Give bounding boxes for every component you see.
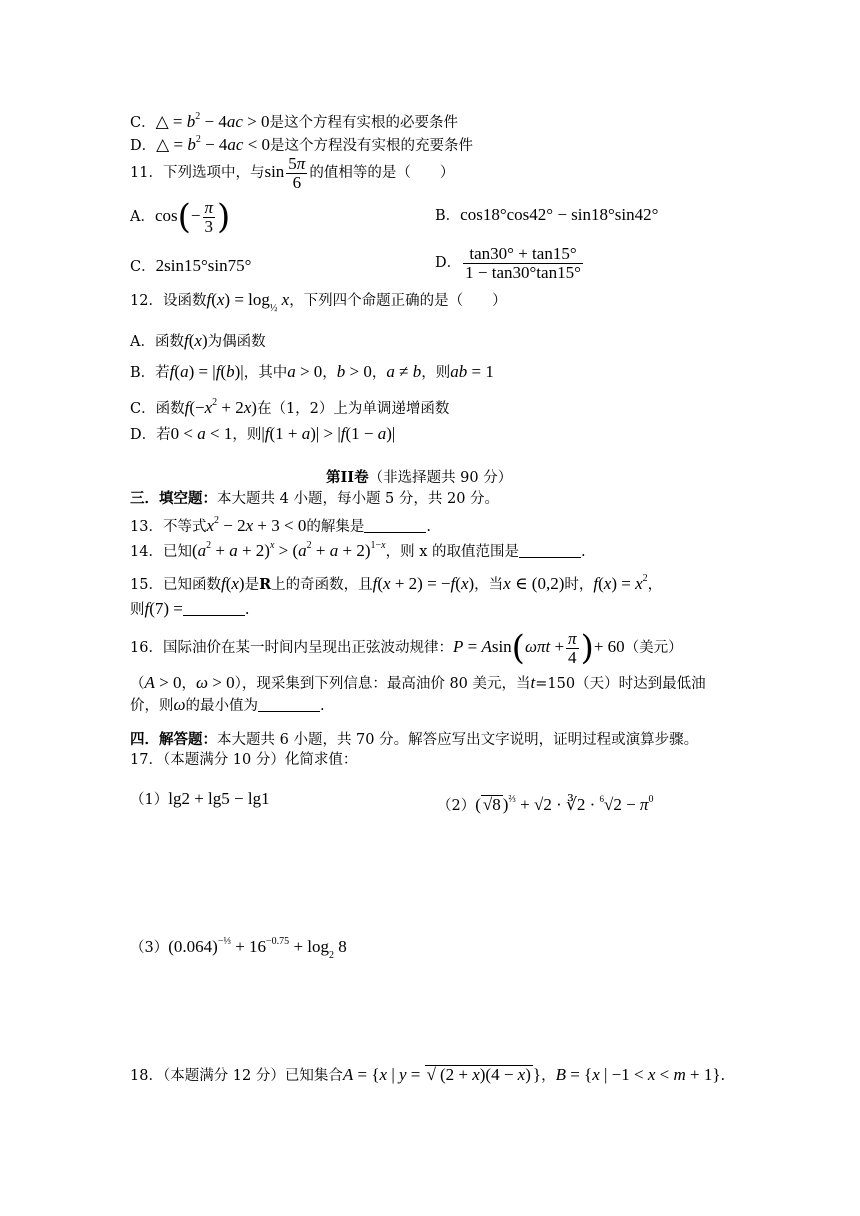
q12-option-a: A．函数f(x)为偶函数 [130, 331, 266, 350]
q14: 14．已知$(a^2 + a + 2)^x > (a^2 + a + 2)^{1-x}$，则 x 的取值范围是 . [130, 540, 586, 560]
section4-header: 四．解答题：本大题共 6 小题，共 70 分。解答应写出文字说明，证明过程或演算步骤。 [130, 731, 699, 748]
q12-option-b: B．若f(a) = |f(b)|，其中a > 0，b > 0，a ≠ b，则ab = 1 [130, 362, 494, 381]
q16-answer-blank[interactable] [258, 697, 320, 712]
q17-stem: 17．（本题满分 10 分）化简求值： [130, 752, 358, 768]
q17-part3: $(3)(0.064)^{-\frac{1}{3}} + 16^{-0.75} + \log_2 8$ [130, 936, 347, 961]
q17-part2: （2）( √8 )$^{\frac{2}{3}}$ + √2 · ∛2 · $^6√2 - \pi^0$ [437, 794, 654, 814]
q13: 13．不等式$x^2 - 2x + 3 < 0$的解集是 . [130, 515, 431, 535]
part2-title: 第II卷（非选择题共 90 分） [326, 469, 513, 486]
q11-stem: 11．下列选项中，与sin $\frac{5\pi}{6}$ 的值相等的是（ ） [130, 153, 455, 192]
q18-stem: 18．（本题满分 12 分）已知集合A = {x | y = √ (2 + x)(4 − x) }，B = {x | −1 < x < m + 1}. [130, 1065, 726, 1084]
q11-option-d: D． $\frac{\tan 30^\circ + \tan 15^\circ}{1 - \tan 30^\circ\tan 15^\circ}$ [435, 243, 581, 282]
q11-option-a: A．cos(− $\frac{\pi}{3}$ ) [130, 197, 231, 237]
q16-line1: 16．国际油价在某一时间内呈现出正弦波动规律：P = Asin(ωπt + $\frac{\pi}{4}$ )+ 60（美元） [130, 628, 683, 668]
q12-option-d: D．若0 < a < 1，则|f(1 + a)| > |f(1 − a)| [130, 424, 396, 443]
q10-option-c: C．△ = $b^2 - 4ac > 0$是这个方程有实根的必要条件 [130, 111, 459, 131]
q13-answer-blank[interactable] [364, 518, 426, 533]
q16-line3: 价，则ω的最小值为 . [130, 695, 325, 714]
q15-answer-blank[interactable] [183, 601, 245, 616]
q11-option-b: B．cos18°cos42° − sin18°sin42° [435, 205, 659, 224]
section3-header: 三．填空题：本大题共 4 小题，每小题 5 分，共 20 分。 [130, 490, 500, 507]
q15-line1: 15．已知函数f(x)是R上的奇函数，且f(x + 2) = −f(x)，当x ∈ (0,2)时，$f(x) = x^2$， [130, 573, 663, 593]
q12-stem: 12．设函数$f(x) = \log_{\frac{1}{2}} x$，下列四个命题正确的是（ ） [130, 290, 507, 314]
q15-line2: 则f(7) = . [130, 599, 250, 618]
q14-answer-blank[interactable] [519, 543, 581, 558]
q11-option-c: C．2sin15°sin75° [130, 256, 252, 275]
q10-option-d: D．△ = $b^2 - 4ac < 0$是这个方程没有实根的充要条件 [130, 134, 474, 154]
q17-part1: （1）lg2 + lg5 − lg1 [130, 789, 270, 808]
q12-option-c: C．函数$f(-x^2 + 2x)$在（1，2）上为单调递增函数 [130, 397, 450, 417]
q16-line2: （A > 0，ω > 0），现采集到下列信息：最高油价 80 美元，当t=150（天）时达到最低油 [130, 673, 706, 692]
